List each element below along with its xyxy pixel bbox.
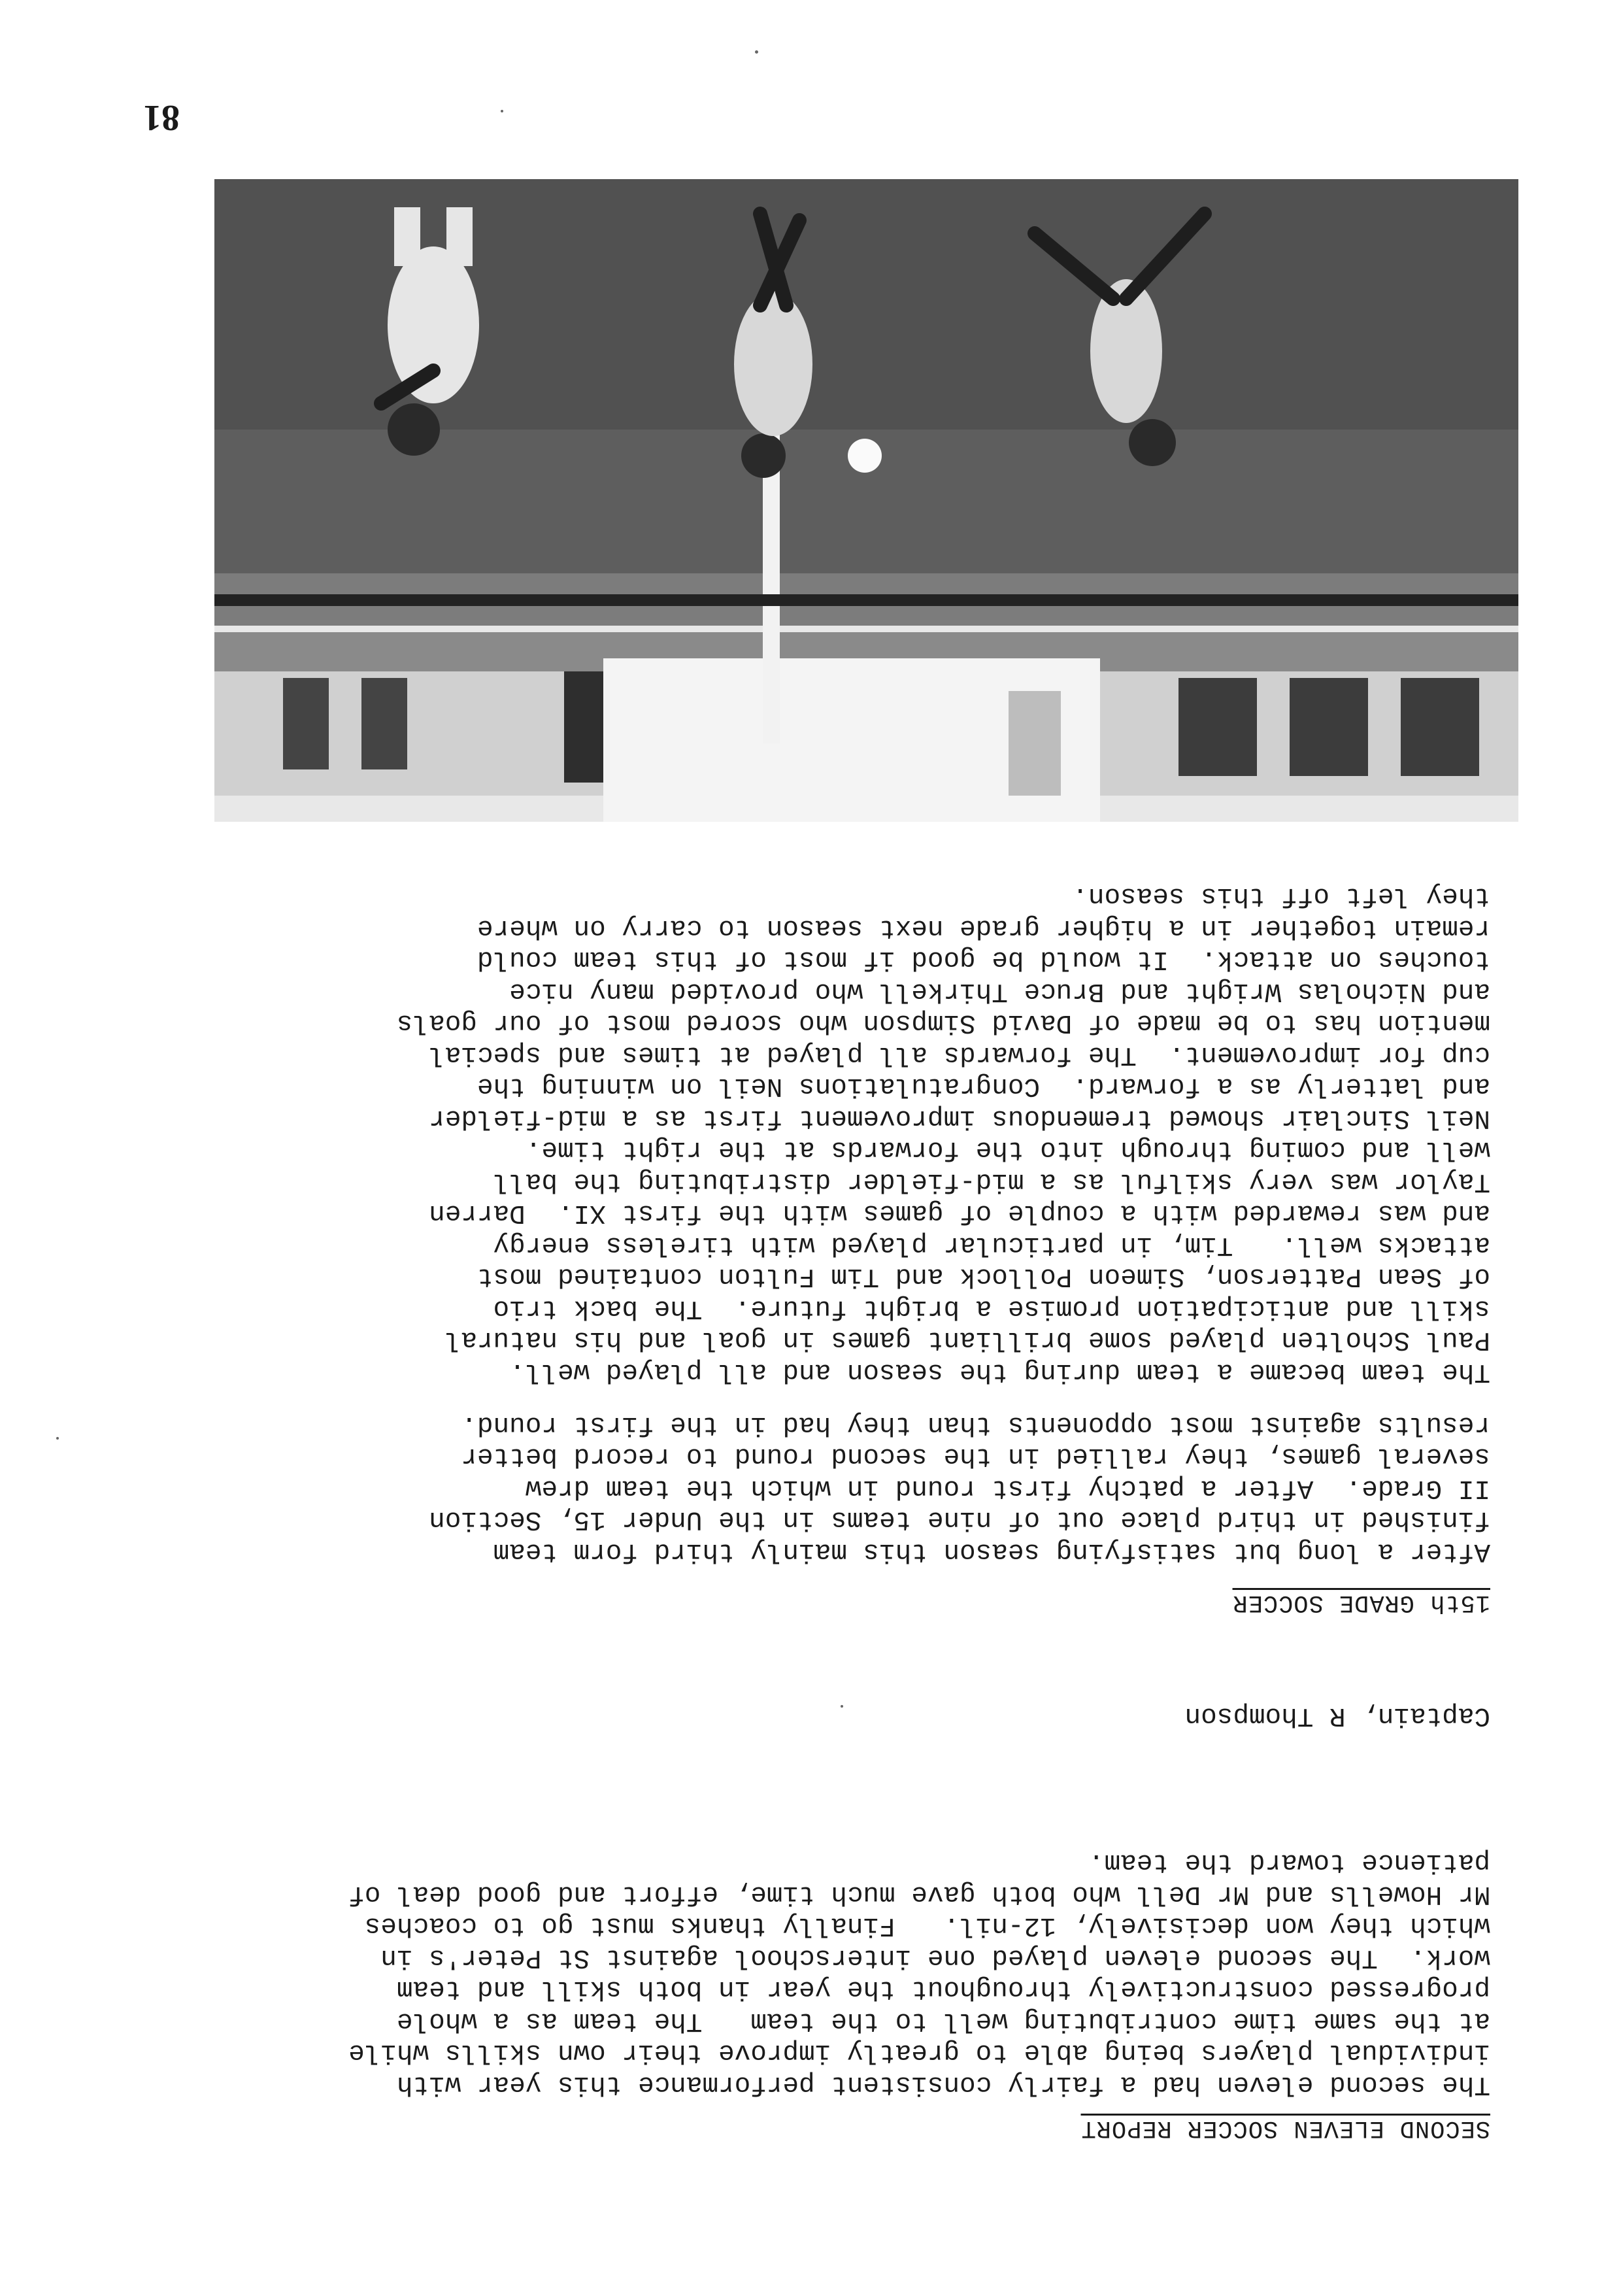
text-line: The second eleven had a fairly consistent performance this year with xyxy=(396,2069,1490,2099)
text-line: they left off this season. xyxy=(1072,881,1490,911)
text-line: Neil Sinclair showed tremendous improvement first as a mid-fielder xyxy=(429,1103,1490,1133)
text-line: and latterly as a forward. Congratulations Neil on winning the xyxy=(476,1071,1490,1102)
scan-speck xyxy=(841,1705,843,1708)
text-line: skill and anticipation promise a bright future. The back trio xyxy=(493,1293,1490,1323)
text-line: remain together in a higher grade next season to carry on where xyxy=(476,913,1490,943)
text-line: Taylor was very skilful as a mid-fielder distributing the ball xyxy=(493,1166,1490,1196)
text-line: of Sean Patterson, Simeon Pollock and Tim Fulton contained most xyxy=(476,1261,1490,1292)
soccer-photo xyxy=(214,179,1518,822)
page-number: 81 xyxy=(143,97,180,138)
text-line: Paul Scholten played some brilliant games in goal and his natural xyxy=(444,1325,1490,1355)
fifteenth-grade-paragraph-1 xyxy=(118,1409,1490,1568)
text-line: and was rewarded with a couple of games with the first XI. Darren xyxy=(429,1198,1490,1228)
text-line: The team became a team during the season and all played well. xyxy=(509,1357,1490,1387)
text-line: touches on attack. It would be good if most of this team could xyxy=(476,944,1490,975)
text-line: patience toward the team. xyxy=(1088,1847,1490,1878)
text-line: results against most opponents than they had in the first round. xyxy=(461,1410,1490,1440)
text-line: attacks well. Tim, in particular played with tireless energy xyxy=(493,1230,1490,1260)
text-line: which they won decisively, 12-nil. Finally thanks must go to coaches xyxy=(364,1910,1490,1941)
text-line: progressed constructively throughout the year in both skill and team xyxy=(396,1974,1490,2004)
text-line: work. The second eleven played one interschool against St Peter's in xyxy=(380,1942,1490,1972)
text-line: After a long but satisfying season this mainly third form team xyxy=(493,1536,1490,1566)
soccer-photo-drawing xyxy=(214,179,1518,822)
scan-speck xyxy=(501,110,503,112)
captain-line: Captain, R Thompson xyxy=(1184,1700,1490,1730)
text-line: finished in third place out of nine teams in the Under 15, Section xyxy=(429,1504,1490,1535)
text-line: II Grade. After a patchy first round in which the team drew xyxy=(525,1473,1490,1503)
fifteenth-grade-heading: 15th GRADE SOCCER xyxy=(1232,1589,1490,1616)
text-line: well and coming through into the forwards at the right time. xyxy=(525,1134,1490,1165)
text-line: several games, they rallied in the second round to record better xyxy=(461,1441,1490,1472)
scan-speck xyxy=(755,50,758,54)
text-line: at the same time contributing well to the team The team as a whole xyxy=(396,2006,1490,2036)
second-eleven-heading: SECOND ELEVEN SOCCER REPORT xyxy=(1080,2114,1490,2142)
text-line: Mr Howells and Mr Dell who both gave much time, effort and good deal of xyxy=(348,1879,1490,1909)
text-line: and Nicholas Wright and Bruce Thirkell who provided many nice xyxy=(509,976,1490,1006)
scan-speck xyxy=(56,1437,59,1440)
text-line: cup for improvement. The forwards all played at times and special xyxy=(429,1039,1490,1070)
text-line: mention has to be made of David Simpson who scored most of our goals xyxy=(396,1007,1490,1038)
text-line: individual players being able to greatly improve their own skills while xyxy=(348,2037,1490,2068)
second-eleven-paragraph xyxy=(118,1846,1490,2100)
fifteenth-grade-paragraph-2 xyxy=(118,880,1490,1387)
